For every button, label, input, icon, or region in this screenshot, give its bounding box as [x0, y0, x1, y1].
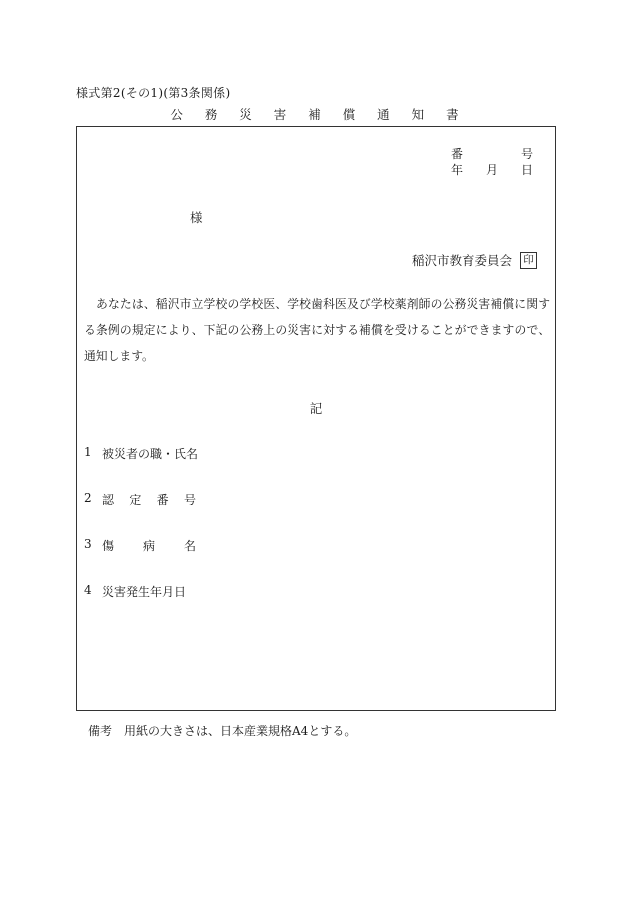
label-char: 認: [102, 493, 115, 507]
day-label: 日: [520, 163, 533, 177]
label-char: 病: [142, 539, 155, 553]
remarks-text: 用紙の大きさは、日本産業規格A4とする。: [124, 724, 357, 738]
year-label: 年: [451, 163, 464, 177]
month-label: 月: [485, 163, 498, 177]
item-number: 2: [84, 491, 92, 505]
item-label-certification-number: [102, 491, 196, 508]
seal-mark: 印: [520, 252, 537, 269]
item-3: [84, 537, 196, 554]
addressee-suffix: 様: [190, 210, 203, 225]
ki-heading: 記: [309, 401, 323, 416]
label-char: 傷: [102, 539, 115, 553]
label-char: 名: [183, 539, 196, 553]
item-label-accident-date: 災害発生年月日: [102, 585, 187, 599]
item-1: [84, 445, 198, 462]
item-label-victim: 被災者の職・氏名: [102, 447, 199, 461]
item-2: [84, 491, 196, 508]
date-row: [451, 161, 533, 178]
remarks-label: 備考: [88, 724, 113, 738]
item-number: 3: [84, 537, 92, 551]
number-label-gou: 号: [520, 147, 533, 161]
number-label-ban: 番: [451, 147, 464, 161]
item-number: 4: [84, 583, 92, 597]
remarks: [88, 722, 356, 739]
form-identifier: 様式第2(その1)(第3条関係): [76, 86, 231, 100]
item-number: 1: [84, 445, 92, 459]
reference-number-row: [451, 145, 533, 162]
issuer-block: [412, 251, 537, 269]
label-char: 番: [156, 493, 169, 507]
label-char: 定: [129, 493, 142, 507]
item-4: [84, 583, 186, 600]
item-label-injury-name: [102, 537, 196, 554]
issuer-name: 稲沢市教育委員会: [411, 253, 512, 268]
document-title: 公 務 災 害 補 償 通 知 書: [170, 107, 468, 122]
notice-frame: [76, 126, 556, 711]
notice-body: あなたは、稲沢市立学校の学校医、学校歯科医及び学校薬剤師の公務災害補償に関する条例の規定により、下記の公務上の災害に対する補償を受けることができますので、通知します。: [84, 297, 550, 363]
label-char: 号: [183, 493, 196, 507]
